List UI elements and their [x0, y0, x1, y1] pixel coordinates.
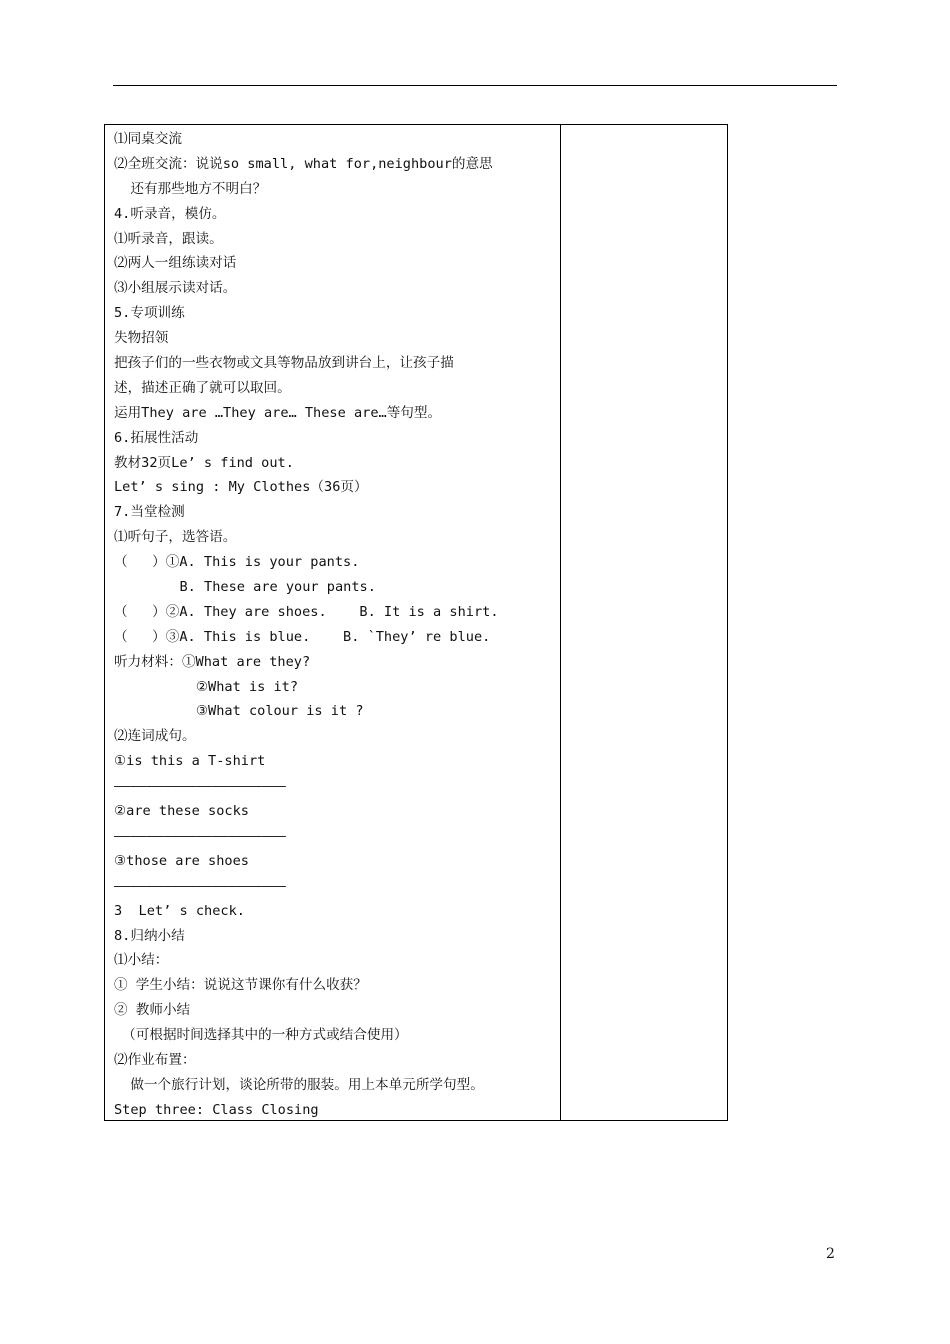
content-line: ⑵两人一组练读对话 — [114, 255, 237, 272]
content-line: ⑴听句子，选答语。 — [114, 529, 237, 546]
content-line: ⑵连词成句。 — [114, 728, 196, 745]
content-line: 6.拓展性活动 — [114, 429, 199, 446]
content-line: ①is this a T-shirt — [114, 753, 266, 770]
content-line: ②What is it? — [114, 678, 299, 695]
content-line: 7.当堂检测 — [114, 504, 185, 521]
content-line: Let’ s sing : My Clothes（36页） — [114, 479, 368, 496]
lesson-content-cell — [105, 125, 561, 1120]
content-line: 4.听录音，模仿。 — [114, 205, 226, 222]
content-line: （可根据时间选择其中的一种方式或结合使用） — [114, 1027, 408, 1044]
page-number: 2 — [826, 1246, 835, 1262]
content-line: 听力材料：①What are they? — [114, 653, 311, 670]
content-line: 3 Let’ s check. — [114, 902, 245, 919]
content-line: ②are these socks — [114, 803, 249, 820]
content-line: ⑵全班交流：说说so small, what for,neighbour的意思 — [114, 155, 493, 172]
content-line: ⑴同桌交流 — [114, 131, 182, 147]
content-line: 8.归纳小结 — [114, 927, 185, 944]
content-line: （ ）②A. They are shoes. B. It is a shirt. — [114, 603, 499, 620]
content-line: 失物招领 — [114, 330, 169, 347]
content-line: 还有那些地方不明白？ — [114, 180, 267, 197]
lesson-plan-table — [104, 124, 728, 1121]
content-line: ⑵作业布置： — [114, 1051, 196, 1068]
content-line: 把孩子们的一些衣物或文具等物品放到讲台上，让孩子描 — [114, 355, 454, 372]
content-line: Step three: Class Closing — [114, 1101, 319, 1118]
content-line: ⑶小组展示读对话。 — [114, 280, 237, 297]
content-line: ————————————————————— — [114, 827, 286, 844]
content-line: 做一个旅行计划，谈论所带的服装。用上本单元所学句型。 — [114, 1076, 484, 1093]
content-line: B. These are your pants. — [114, 579, 376, 596]
content-line: （ ）③A. This is blue. B. `They’ re blue. — [114, 628, 491, 645]
header-rule — [113, 85, 837, 86]
content-line: 运用They are …They are… These are…等句型。 — [114, 404, 442, 421]
content-line: （ ）①A. This is your pants. — [114, 554, 360, 571]
content-line: ————————————————————— — [114, 877, 286, 894]
content-line: ③What colour is it ? — [114, 703, 364, 720]
content-line: 5.专项训练 — [114, 305, 185, 322]
content-line: 教材32页Le’ s find out. — [114, 454, 294, 471]
content-line: ① 学生小结：说说这节课你有什么收获？ — [114, 977, 367, 994]
content-line: ② 教师小结 — [114, 1002, 191, 1019]
content-line: 述，描述正确了就可以取回。 — [114, 379, 291, 396]
content-line: ————————————————————— — [114, 778, 286, 795]
content-line: ⑴小结： — [114, 952, 169, 969]
content-line: ③those are shoes — [114, 852, 249, 869]
notes-cell — [561, 125, 727, 1120]
content-line: ⑴听录音，跟读。 — [114, 230, 223, 247]
